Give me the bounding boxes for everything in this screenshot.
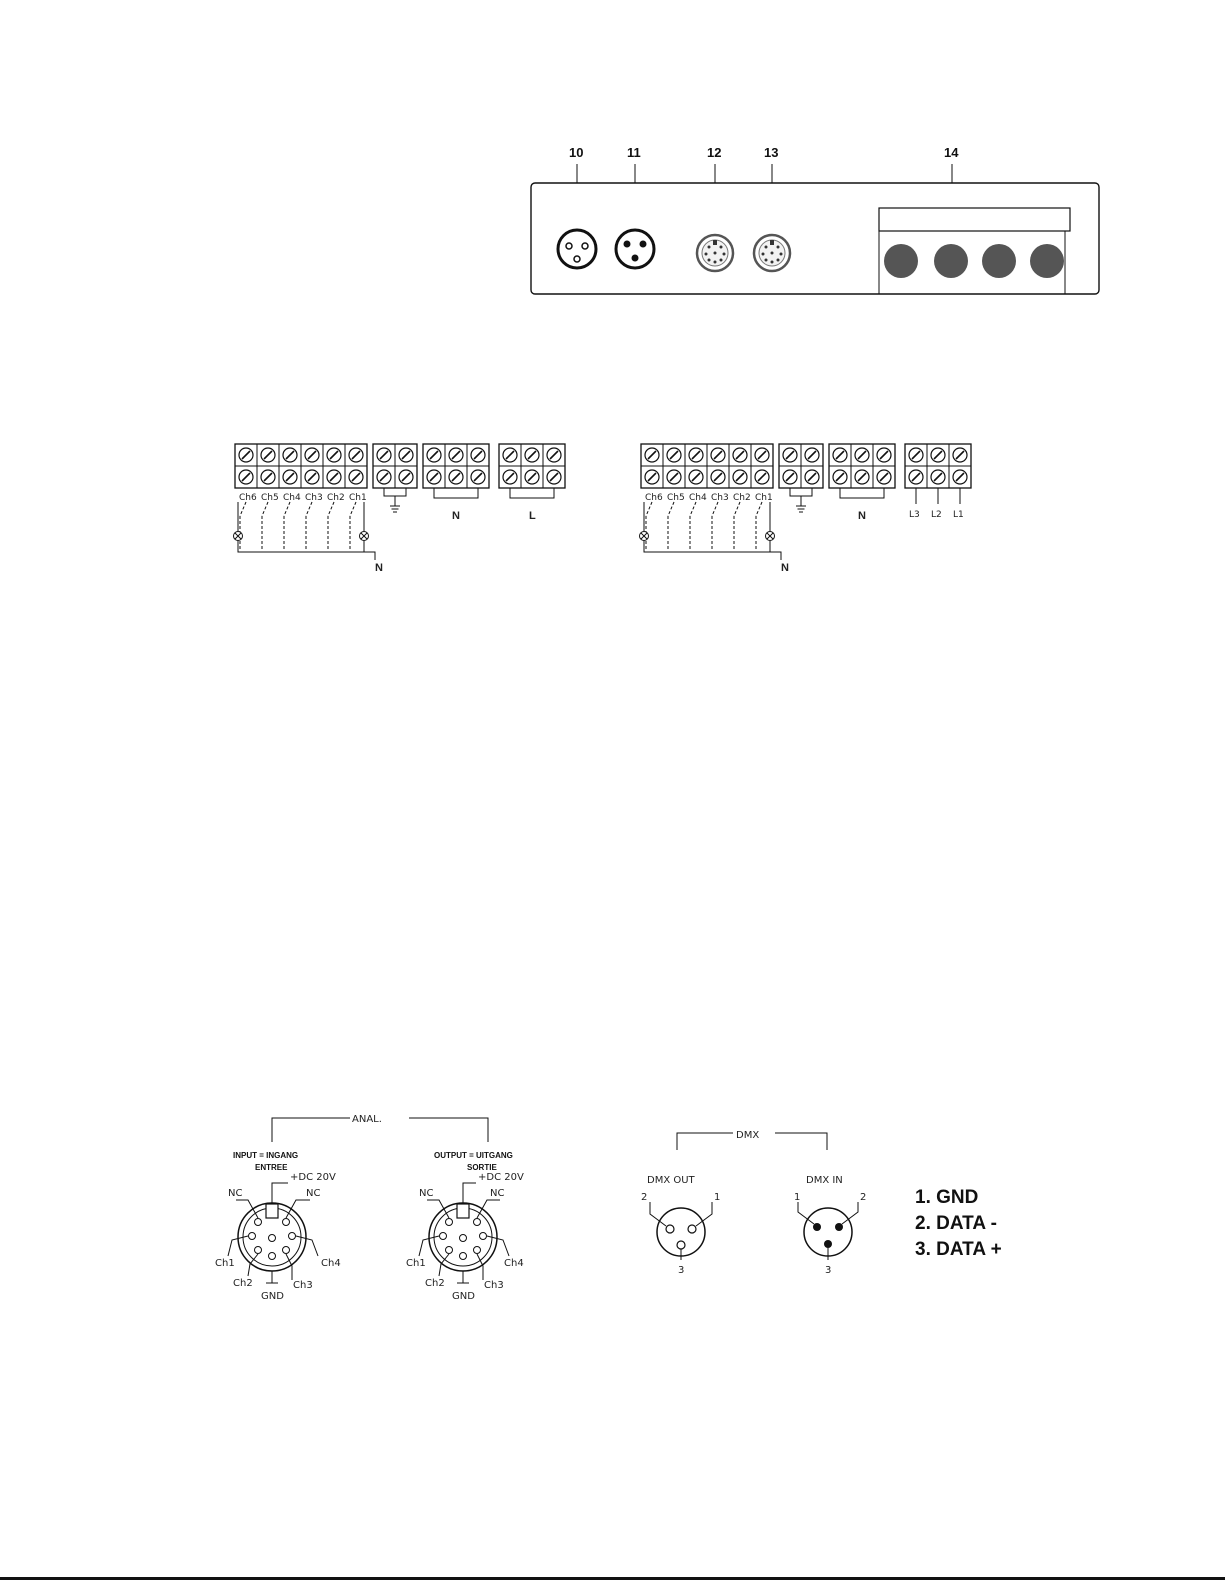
dmx-in-connector: [794, 1192, 866, 1276]
neutral-wire-label: N: [781, 562, 789, 574]
dmx-legend-3: 3. DATA +: [915, 1239, 1002, 1260]
xlr-connector-10[interactable]: [558, 230, 596, 268]
dmx-legend-2: 2. DATA -: [915, 1213, 997, 1234]
channel-label: Ch1: [349, 493, 367, 503]
neutral-terminals: [829, 444, 895, 488]
dmx-out-label: DMX OUT: [647, 1175, 695, 1186]
input-nc-right: NC: [306, 1188, 321, 1199]
phase-label: L2: [931, 510, 942, 520]
output-nc-right: NC: [490, 1188, 505, 1199]
output-ch1: Ch1: [406, 1258, 426, 1269]
callout-11: 11: [627, 145, 641, 160]
channel-label: Ch5: [261, 493, 279, 503]
callout-13: 13: [764, 145, 779, 160]
channel-label: Ch3: [711, 493, 729, 503]
input-title-line2: ENTREE: [255, 1163, 288, 1172]
input-nc-left: NC: [228, 1188, 243, 1199]
dmx-out-pin-1: 1: [714, 1192, 721, 1203]
dmx-out-connector: [641, 1192, 720, 1276]
dmx-in-pin-1: 1: [794, 1192, 801, 1203]
neutral-wire-label: N: [375, 562, 383, 574]
line-terminals: [499, 444, 565, 488]
input-ch2: Ch2: [233, 1278, 253, 1289]
earth-terminals: [779, 444, 823, 488]
earth-terminals: [373, 444, 417, 488]
rear-panel: [531, 145, 1099, 294]
terminal-block-three-phase: [640, 444, 972, 574]
callout-12: 12: [707, 145, 722, 160]
terminal-block-single-phase: [234, 444, 566, 574]
output-nc-left: NC: [419, 1188, 434, 1199]
din-output-diagram: [406, 1151, 524, 1302]
output-title-line2: SORTIE: [467, 1163, 497, 1172]
callout-14: 14: [944, 145, 959, 160]
analog-connectors: [215, 1114, 524, 1302]
din-input-diagram: [215, 1151, 341, 1302]
neutral-terminals: [423, 444, 489, 488]
dmx-in-pin-2: 2: [860, 1192, 867, 1203]
din-connector-13[interactable]: [754, 235, 790, 271]
phase-label: L3: [909, 510, 920, 520]
output-ch4: Ch4: [504, 1258, 524, 1269]
neutral-group-label: N: [858, 510, 866, 522]
channel-label: Ch6: [239, 493, 257, 503]
neutral-group-label: N: [452, 510, 460, 522]
output-ch3: Ch3: [484, 1280, 504, 1291]
page-bottom-rule: [0, 1577, 1225, 1580]
callout-10: 10: [569, 145, 584, 160]
din-connector-12[interactable]: [697, 235, 733, 271]
dmx-group-label: DMX: [736, 1130, 760, 1141]
channel-label: Ch6: [645, 493, 663, 503]
output-ch2: Ch2: [425, 1278, 445, 1289]
channel-terminals: [641, 444, 773, 488]
output-gnd: GND: [452, 1291, 475, 1302]
channel-terminals: [235, 444, 367, 488]
phase-label: L1: [953, 510, 964, 520]
channel-label: Ch2: [733, 493, 751, 503]
dmx-out-pin-3: 3: [678, 1265, 685, 1276]
channel-label: Ch1: [755, 493, 773, 503]
channel-label: Ch3: [305, 493, 323, 503]
rear-panel-outline: [531, 183, 1099, 294]
output-dc-label: +DC 20V: [478, 1172, 524, 1183]
output-title-line1: OUTPUT = UITGANG: [434, 1151, 513, 1160]
input-gnd: GND: [261, 1291, 284, 1302]
channel-label: Ch5: [667, 493, 685, 503]
channel-label: Ch2: [327, 493, 345, 503]
dmx-in-label: DMX IN: [806, 1175, 843, 1186]
channel-label: Ch4: [689, 493, 707, 503]
input-dc-label: +DC 20V: [290, 1172, 336, 1183]
analog-group-label: ANAL.: [352, 1114, 382, 1125]
line-terminals: [905, 444, 971, 488]
xlr-connector-11[interactable]: [616, 230, 654, 268]
input-ch1: Ch1: [215, 1258, 235, 1269]
input-ch4: Ch4: [321, 1258, 341, 1269]
dmx-in-pin-3: 3: [825, 1265, 832, 1276]
input-title-line1: INPUT = INGANG: [233, 1151, 299, 1160]
line-group-label: L: [529, 510, 536, 522]
channel-label: Ch4: [283, 493, 301, 503]
dmx-legend-1: 1. GND: [915, 1187, 979, 1208]
dmx-connectors: [641, 1130, 1002, 1276]
dmx-out-pin-2: 2: [641, 1192, 648, 1203]
input-ch3: Ch3: [293, 1280, 313, 1291]
